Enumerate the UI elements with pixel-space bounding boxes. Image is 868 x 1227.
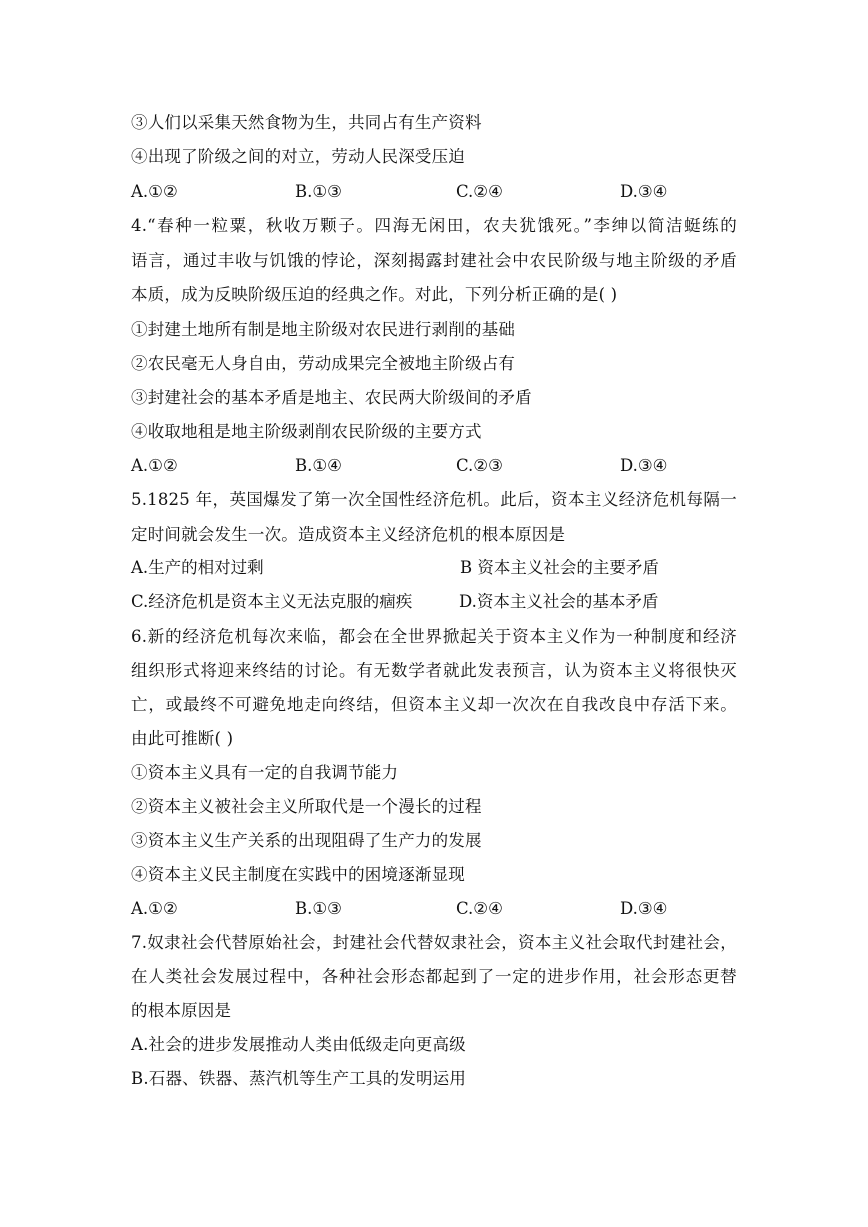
q4-statement-1: ①封建土地所有制是地主阶级对农民进行剥削的基础 — [131, 320, 516, 339]
q7-stem-line-3: 的根本原因是 — [131, 1001, 232, 1020]
q5-stem-line-2: 定时间就会发生一次。造成资本主义经济危机的根本原因是 — [131, 525, 566, 544]
q4-stem-line-3: 本质，成为反映阶级压迫的经典之作。对此，下列分析正确的是( ) — [131, 285, 618, 304]
q6-statement-2: ②资本主义被社会主义所取代是一个漫长的过程 — [131, 797, 482, 816]
q4-option-b: B.①④ — [295, 456, 342, 475]
q6-stem-line-3: 亡，或最终不可避免地走向终结，但资本主义却一次次在自我改良中存活下来。 — [131, 695, 737, 714]
q4-statement-2: ②农民毫无人身自由，劳动成果完全被地主阶级占有 — [131, 354, 516, 373]
q7-stem-line-2: 在人类社会发展过程中，各种社会形态都起到了一定的进步作用，社会形态更替 — [131, 967, 737, 986]
q4-option-a: A.①② — [131, 456, 178, 475]
q5-option-b: B 资本主义社会的主要矛盾 — [460, 558, 659, 577]
q6-statement-1: ①资本主义具有一定的自我调节能力 — [131, 763, 399, 782]
q6-option-b: B.①③ — [295, 899, 342, 918]
q6-option-a: A.①② — [131, 899, 178, 918]
q4-stem-line-1: 4.“春种一粒粟，秋收万颗子。四海无闲田，农夫犹饿死。”李绅以简洁蜓练的 — [131, 216, 737, 235]
q5-stem-line-1: 5.1825 年，英国爆发了第一次全国性经济危机。此后，资本主义经济危机每隔一 — [131, 490, 737, 509]
q6-stem-line-4: 由此可推断( ) — [131, 729, 234, 748]
q5-option-a: A.生产的相对过剩 — [131, 558, 264, 577]
q3-option-c: C.②④ — [456, 182, 503, 201]
q6-stem-line-1: 6.新的经济危机每次来临，都会在全世界掀起关于资本主义作为一种制度和经济 — [131, 627, 737, 646]
q3-statement-3: ③人们以采集天然食物为生，共同占有生产资料 — [131, 113, 482, 132]
q3-option-d: D.③④ — [620, 182, 668, 201]
q7-option-b: B.石器、铁器、蒸汽机等生产工具的发明运用 — [131, 1069, 467, 1088]
q4-option-c: C.②③ — [456, 456, 503, 475]
q6-option-c: C.②④ — [456, 899, 503, 918]
q6-option-d: D.③④ — [620, 899, 668, 918]
q6-statement-4: ④资本主义民主制度在实践中的困境逐渐显现 — [131, 865, 465, 884]
q4-stem-line-2: 语言，通过丰收与饥饿的悖论，深刻揭露封建社会中农民阶级与地主阶级的矛盾 — [131, 251, 737, 270]
q5-option-c: C.经济危机是资本主义无法克服的痼疾 — [131, 592, 413, 611]
q5-option-d: D.资本主义社会的基本矛盾 — [459, 592, 659, 611]
q6-statement-3: ③资本主义生产关系的出现阻碍了生产力的发展 — [131, 831, 482, 850]
q6-stem-line-2: 组织形式将迎来终结的讨论。有无数学者就此发表预言，认为资本主义将很快灭 — [131, 661, 737, 680]
q4-statement-3: ③封建社会的基本矛盾是地主、农民两大阶级间的矛盾 — [131, 388, 532, 407]
q4-option-d: D.③④ — [620, 456, 668, 475]
q4-statement-4: ④收取地租是地主阶级剥削农民阶级的主要方式 — [131, 422, 482, 441]
q3-option-a: A.①② — [131, 182, 178, 201]
q7-option-a: A.社会的进步发展推动人类由低级走向更高级 — [131, 1035, 466, 1054]
q3-statement-4: ④出现了阶级之间的对立，劳动人民深受压迫 — [131, 147, 465, 166]
q3-option-b: B.①③ — [295, 182, 342, 201]
q7-stem-line-1: 7.奴隶社会代替原始社会，封建社会代替奴隶社会，资本主义社会取代封建社会， — [131, 933, 737, 952]
